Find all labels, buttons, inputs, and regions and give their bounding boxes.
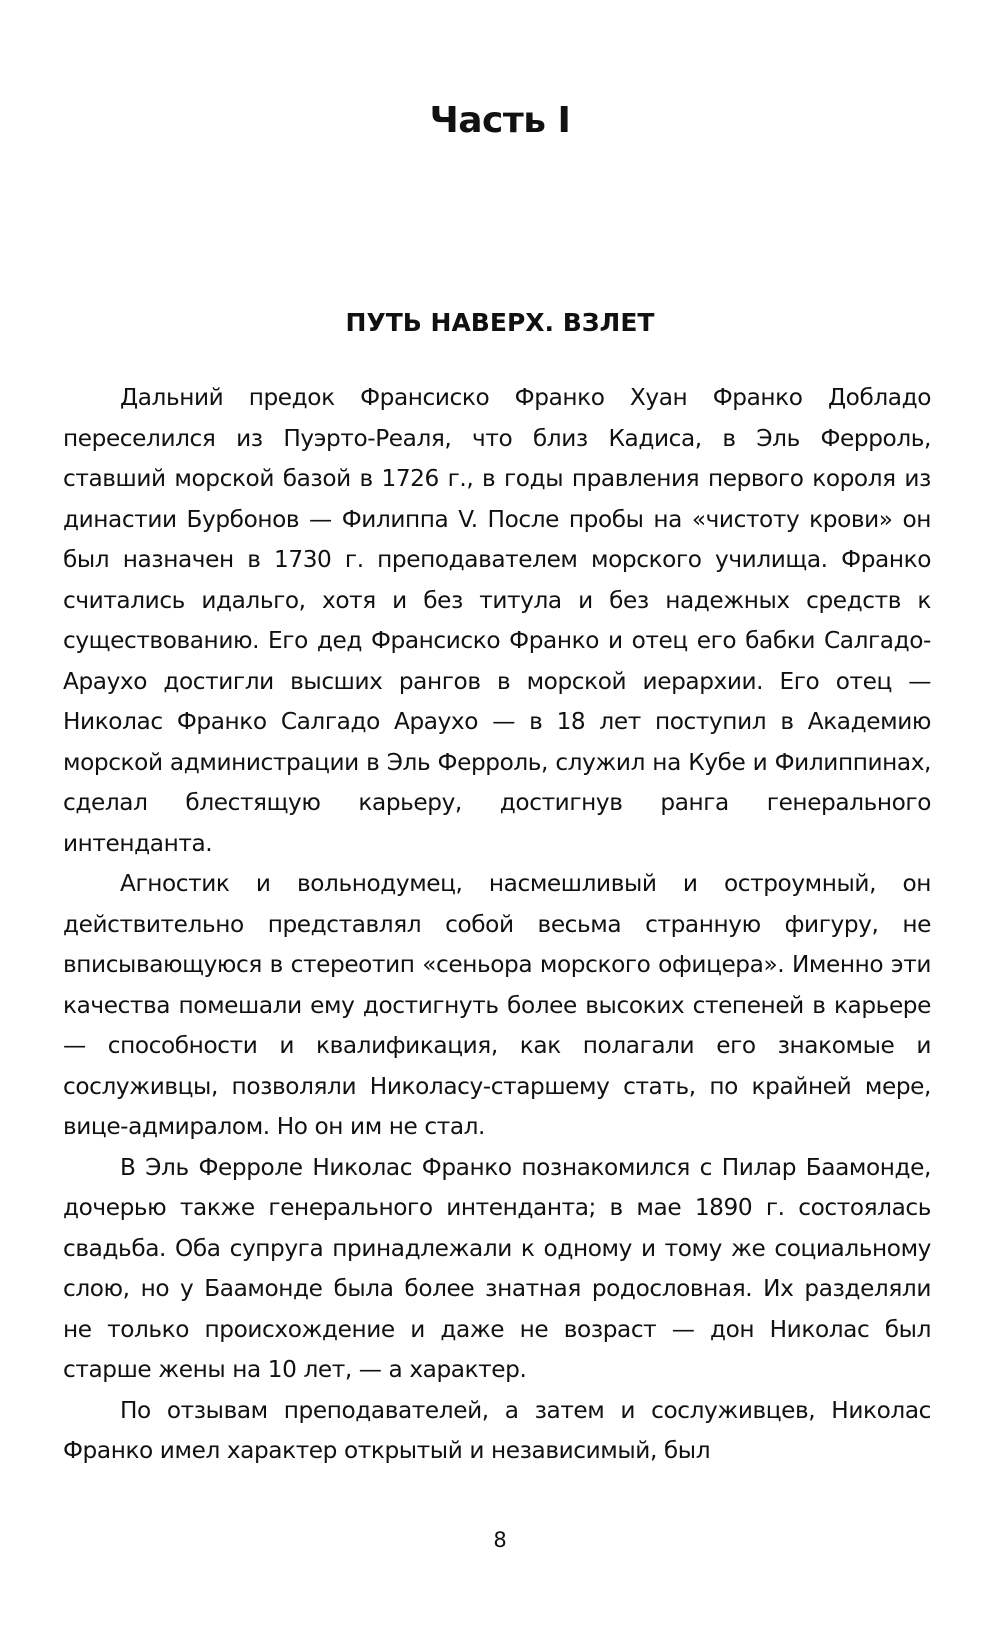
- paragraph-3: В Эль Ферроле Николас Франко познакомился с Пилар Баамонде, дочерью также генерального интенданта; в мае 1890 г. состоялась свадьба. Оба супруга принадлежали к одному и тому же социальному слою, но у Баамонде была более знатная родословная. Их разделяли не только происхождение и даже не возраст — дон Николас был старше жены на 10 лет, — а характер.: [63, 1153, 931, 1383]
- paragraph-4: По отзывам преподавателей, а затем и сослуживцев, Николас Франко имел характер открытый и независимый, был: [63, 1396, 931, 1464]
- paragraph-2: Агностик и вольнодумец, насмешливый и остроумный, он действительно представлял собой весьма странную фигуру, не вписывающуюся в стереотип «сеньора морского офицера». Именно эти качества помешали ему достигнуть более высоких степеней в карьере — способности и квалификация, как полагали его знакомые и сослуживцы, позволяли Николасу-старшему стать, по крайней мере, вице-адмиралом. Но он им не стал.: [63, 870, 931, 1140]
- chapter-title: ПУТЬ НАВЕРХ. ВЗЛЕТ: [345, 308, 655, 337]
- page-number: 8: [493, 1528, 507, 1552]
- part-title: Часть I: [429, 100, 571, 141]
- paragraph-1: Дальний предок Франсиско Франко Хуан Франко Добладо переселился из Пуэрто-Реаля, что близ Кадиса, в Эль Ферроль, ставший морской базой в 1726 г., в годы правления первого короля из династии Бурбонов — Филиппа V. После пробы на «чистоту крови» он был назначен в 1730 г. преподавателем морского училища. Франко считались идальго, хотя и без титула и без надежных средств к существованию. Его дед Франсиско Франко и отец его бабки Салгадо-Араухо достигли высших рангов в морской иерархии. Его отец — Николас Франко Салгадо Араухо — в 18 лет поступил в Академию морской администрации в Эль Ферроль, служил на Кубе и Филиппинах, сделал блестящую карьеру, достигнув ранга генерального интенданта.: [63, 384, 931, 857]
- body-text: [63, 378, 931, 1472]
